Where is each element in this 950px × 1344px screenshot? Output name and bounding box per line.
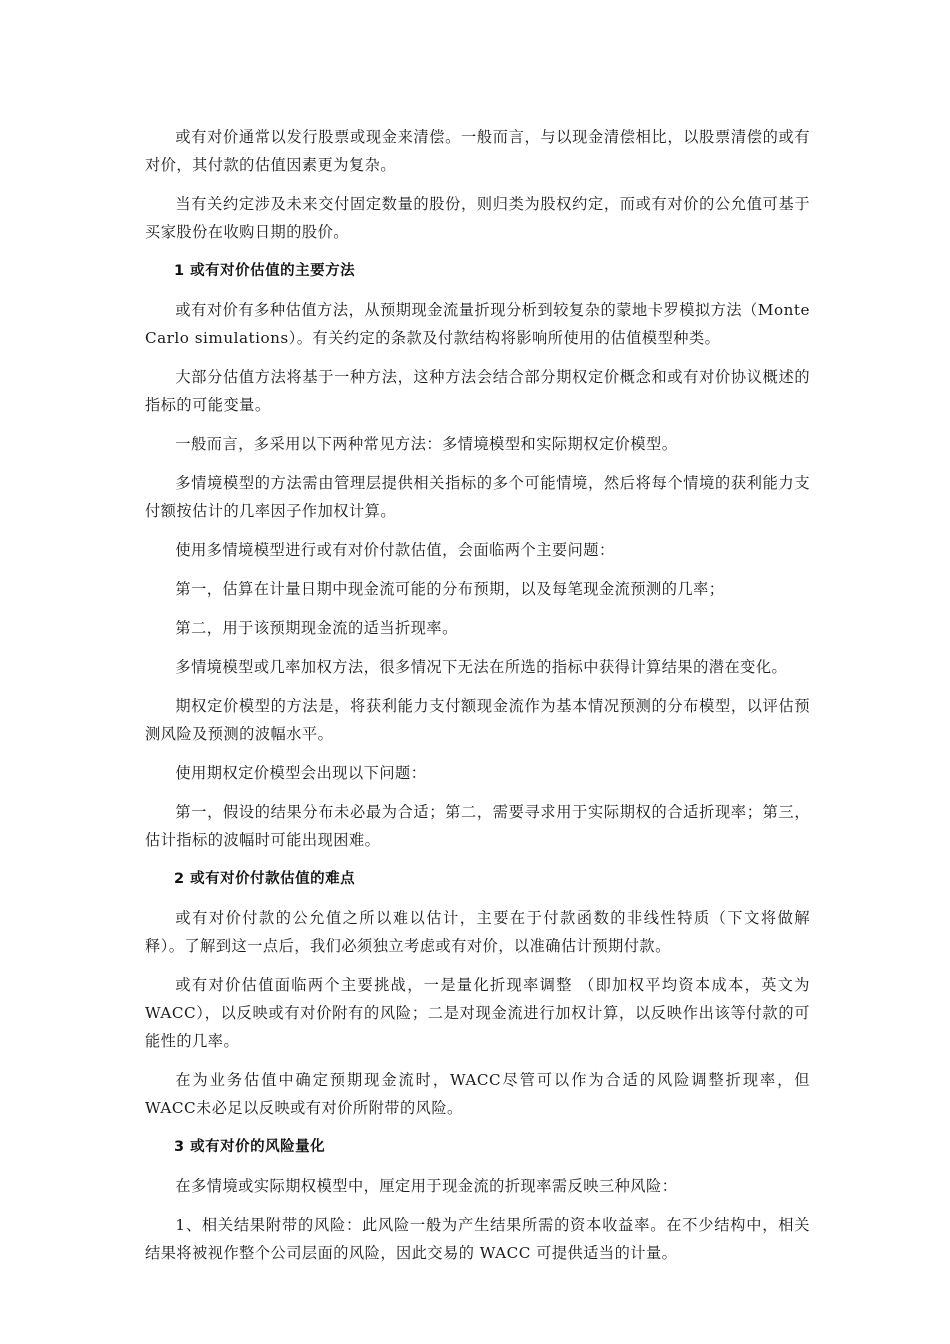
paragraph: 第二，用于该预期现金流的适当折现率。 [175,619,458,637]
paragraph: 或有对价有多种估值方法，从预期现金流量折现分析到较复杂的蒙地卡罗模拟方法（Monte Carlo simulations）。有关约定的条款及付款结构将影响所使用的估值模型种类。 [145,301,810,347]
section-heading: 3 或有对价的风险量化 [174,1139,326,1155]
paragraph: 多情境模型或几率加权方法，很多情况下无法在所选的指标中获得计算结果的潜在变化。 [175,658,788,676]
paragraph: 大部分估值方法将基于一种方法，这种方法会结合部分期权定价概念和或有对价协议概述的指标的可能变量。 [145,368,810,414]
paragraph: 使用多情境模型进行或有对价付款估值，会面临两个主要问题： [175,541,615,559]
paragraph: 在为业务估值中确定预期现金流时，WACC尽管可以作为合适的风险调整折现率，但WACC未必足以反映或有对价所附带的风险。 [145,1071,810,1117]
document-body [145,123,810,1278]
paragraph: 或有对价付款的公允值之所以难以估计，主要在于付款函数的非线性特质（下文将做解释）。了解到这一点后，我们必须独立考虑或有对价，以准确估计预期付款。 [145,909,810,955]
paragraph: 或有对价估值面临两个主要挑战，一是量化折现率调整 （即加权平均资本成本，英文为WACC），以反映或有对价附有的风险；二是对现金流进行加权计算，以反映作出该等付款的可能性的几率。 [145,976,810,1050]
paragraph: 或有对价通常以发行股票或现金来清偿。一般而言，与以现金清偿相比，以股票清偿的或有对价，其付款的估值因素更为复杂。 [145,128,810,174]
paragraph: 期权定价模型的方法是，将获利能力支付额现金流作为基本情况预测的分布模型，以评估预测风险及预测的波幅水平。 [145,697,810,743]
paragraph: 1、相关结果附带的风险：此风险一般为产生结果所需的资本收益率。在不少结构中，相关结果将被视作整个公司层面的风险，因此交易的 WACC 可提供适当的计量。 [145,1216,810,1262]
paragraph: 第一，假设的结果分布未必最为合适；第二，需要寻求用于实际期权的合适折现率；第三，估计指标的波幅时可能出现困难。 [145,803,810,849]
paragraph: 使用期权定价模型会出现以下问题： [175,764,427,782]
paragraph: 多情境模型的方法需由管理层提供相关指标的多个可能情境，然后将每个情境的获利能力支付额按估计的几率因子作加权计算。 [145,474,810,520]
paragraph: 当有关约定涉及未来交付固定数量的股份，则归类为股权约定，而或有对价的公允值可基于买家股份在收购日期的股价。 [145,195,810,241]
section-heading: 1 或有对价估值的主要方法 [174,263,356,279]
section-heading: 2 或有对价付款估值的难点 [174,871,356,887]
paragraph: 第一，估算在计量日期中现金流可能的分布预期，以及每笔现金流预测的几率； [175,580,725,598]
paragraph: 一般而言，多采用以下两种常见方法：多情境模型和实际期权定价模型。 [175,435,678,453]
paragraph: 在多情境或实际期权模型中，厘定用于现金流的折现率需反映三种风险： [175,1177,678,1195]
